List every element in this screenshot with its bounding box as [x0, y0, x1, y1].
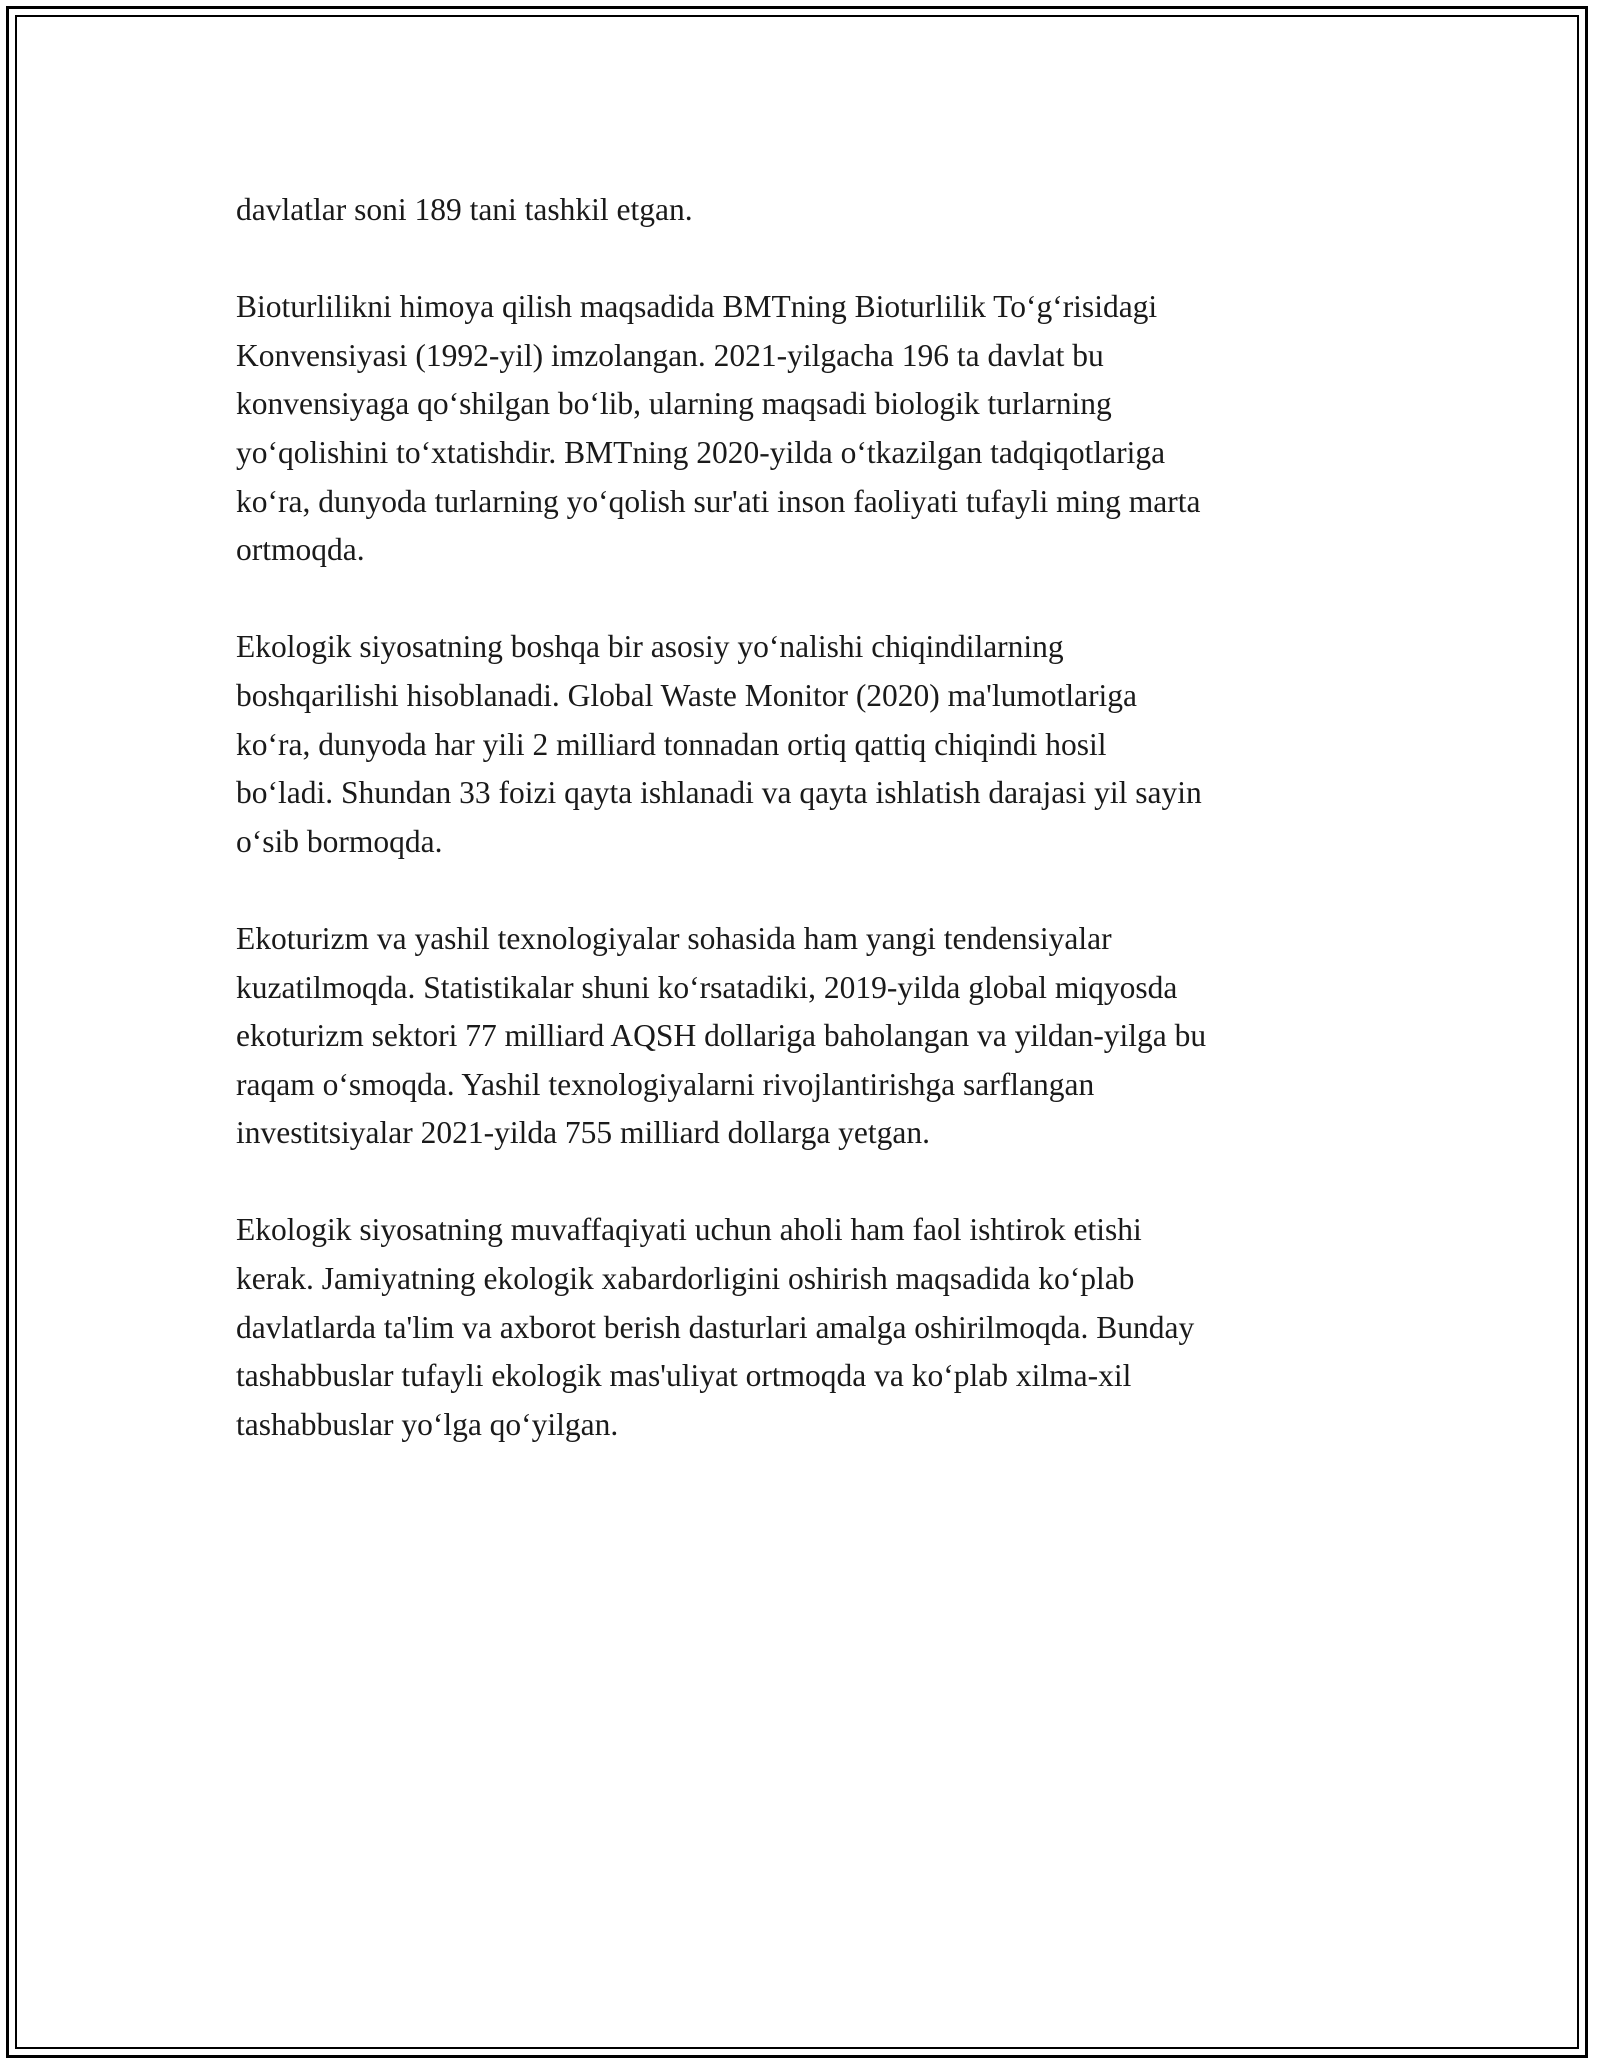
text-line: konvensiyaga qo‘shilgan bo‘lib, ularning maqsadi biologik turlarning: [236, 386, 1112, 422]
text-line: o‘sib bormoqda.: [236, 823, 443, 859]
text-line: boshqarilishi hisoblanadi. Global Waste Monitor (2020) ma'lumotlariga: [236, 677, 1138, 713]
text-line: tashabbuslar yo‘lga qo‘yilgan.: [236, 1406, 619, 1442]
paragraph-3: [236, 623, 1376, 866]
text-line: yo‘qolishini to‘xtatishdir. BMTning 2020-yilda o‘tkazilgan tadqiqotlariga: [236, 434, 1166, 470]
text-line: kerak. Jamiyatning ekologik xabardorligini oshirish maqsadida ko‘plab: [236, 1261, 1135, 1297]
text-line: Ekologik siyosatning boshqa bir asosiy yo‘nalishi chiqindilarning: [236, 629, 1064, 665]
text-line: kuzatilmoqda. Statistikalar shuni ko‘rsatadiki, 2019-yilda global miqyosda: [236, 969, 1178, 1005]
text-line: davlatlarda ta'lim va axborot berish dasturlari amalga oshirilmoqda. Bunday: [236, 1309, 1195, 1345]
text-line: ko‘ra, dunyoda turlarning yo‘qolish sur'ati inson faoliyati tufayli ming marta: [236, 483, 1201, 519]
text-line: bo‘ladi. Shundan 33 foizi qayta ishlanadi va qayta ishlatish darajasi yil sayin: [236, 775, 1202, 811]
text-line: davlatlar soni 189 tani tashkil etgan.: [236, 192, 693, 227]
paragraph-2: [236, 283, 1376, 575]
document-body: [236, 186, 1376, 1498]
paragraph-4: [236, 915, 1376, 1158]
paragraph-1: [236, 186, 1376, 235]
text-line: investitsiyalar 2021-yilda 755 milliard dollarga yetgan.: [236, 1115, 931, 1151]
text-line: Konvensiyasi (1992-yil) imzolangan. 2021-yilgacha 196 ta davlat bu: [236, 337, 1104, 373]
text-line: Ekoturizm va yashil texnologiyalar sohasida ham yangi tendensiyalar: [236, 920, 1112, 956]
text-line: ko‘ra, dunyoda har yili 2 milliard tonnadan ortiq qattiq chiqindi hosil: [236, 726, 1107, 762]
text-line: tashabbuslar tufayli ekologik mas'uliyat ortmoqda va ko‘plab xilma-xil: [236, 1358, 1132, 1394]
text-line: raqam o‘smoqda. Yashil texnologiyalarni rivojlantirishga sarflangan: [236, 1066, 1095, 1102]
text-line: ekoturizm sektori 77 milliard AQSH dollariga baholangan va yildan-yilga bu: [236, 1018, 1207, 1054]
text-line: ortmoqda.: [236, 532, 365, 568]
text-line: Bioturlilikni himoya qilish maqsadida BMTning Bioturlilik To‘g‘risidagi: [236, 289, 1158, 325]
paragraph-5: [236, 1206, 1376, 1449]
text-line: Ekologik siyosatning muvaffaqiyati uchun aholi ham faol ishtirok etishi: [236, 1212, 1142, 1248]
